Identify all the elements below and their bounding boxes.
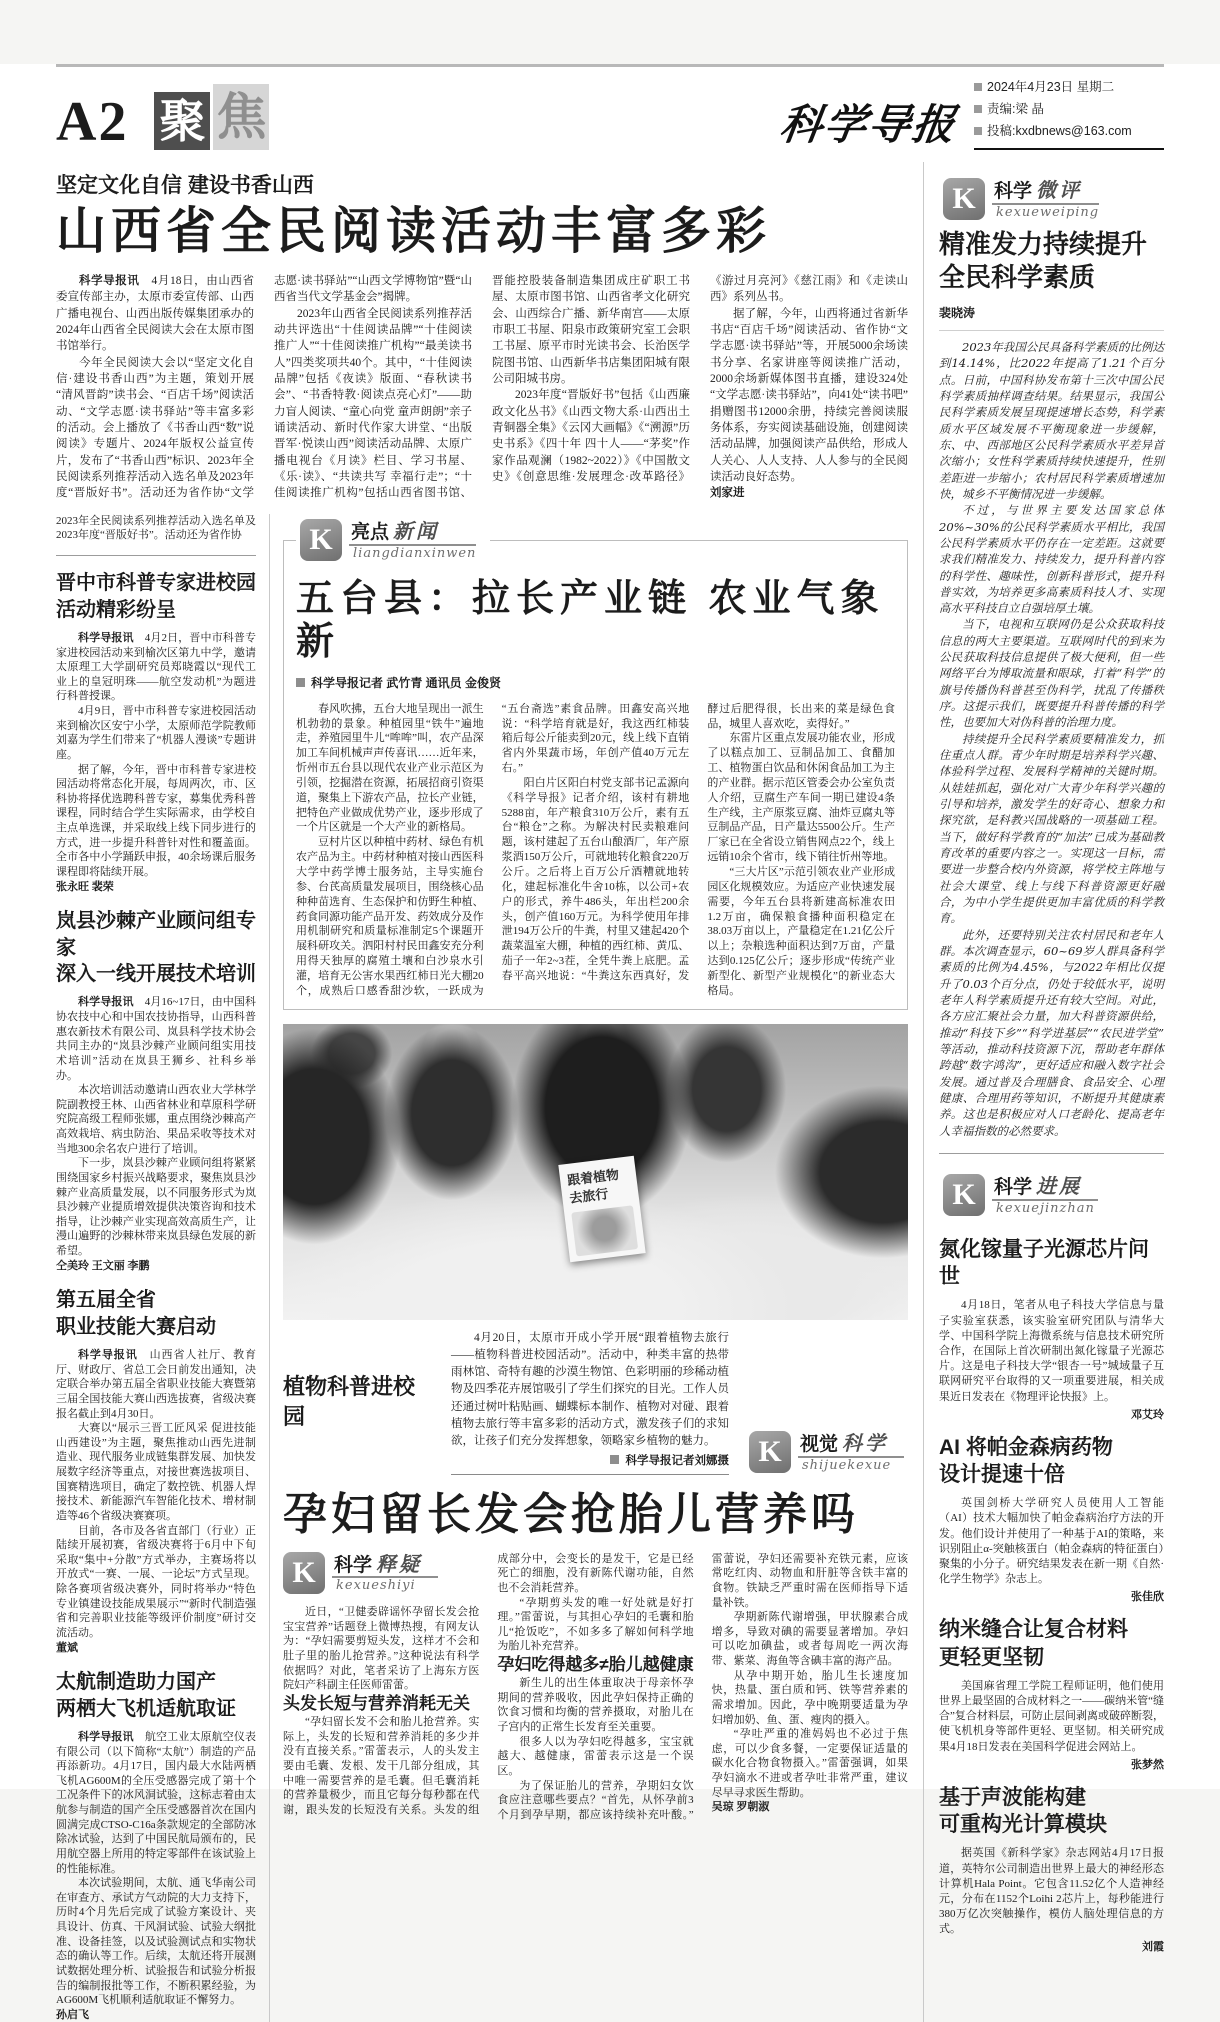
- body-paragraph: 科学导报讯 山西省人社厅、教育厅、财政厅、省总工会日前发出通知，决定联合举办第五届全省职业技能大赛暨第三届全国技能大赛山西选拔赛，省级决赛报名截止到4月30日。: [56, 1349, 257, 1420]
- badge-title: 科学 微评: [992, 178, 1099, 205]
- body-paragraph: 东雷片区重点发展功能农业，形成了以糕点加工、豆制品加工、食醋加工、植物蛋白饮品和休闲食品加工为主的产业群。据示范区管委会办公室负责人介绍，豆腐生产车间一期已建设4条生产线，主产原浆豆腐、油炸豆腐丸等豆制品产品，日产量达5500公斤。生产厂家已在全省设立销售网点22个，线上远销10余个省市，线下销往忻州等地。: [707, 732, 895, 864]
- author-signature: 张永旺 裴荣: [56, 880, 114, 893]
- review-body: [939, 339, 1164, 1139]
- body-paragraph: 英国剑桥大学研究人员使用人工智能（AI）技术大幅加快了帕金森病治疗方法的开发。他们设计并使用了一种基于AI的策略，来识别阻止α-突触核蛋白（帕金森病的特征蛋白）聚集的小分子。研究结果发表在新一期《自然·化学生物学》杂志上。: [939, 1497, 1164, 1586]
- square-bullet-icon: [974, 83, 982, 91]
- body-paragraph: 很多人以为孕妇吃得越多，宝宝就越大、越健康，雷蕾表示这是一个误区。: [497, 1735, 694, 1777]
- body-paragraph: 为了保证胎儿的营养，孕期妇女饮食应注意哪些要点？“首先，从怀孕前3个月到孕早期，都应该持续补充叶酸。”雷蕾说，孕妇还需要补充铁元素，应该常吃红肉、动物血和肝脏等含铁丰富的食物。铁缺乏严重时需在医师指导下适量补铁。: [497, 1552, 908, 1821]
- article-headline: 晋中市科普专家进校园 活动精彩纷呈: [56, 572, 256, 621]
- body-paragraph: 新生儿的出生体重取决于母亲怀孕期间的营养吸收，因此孕妇保持正确的饮食习惯和均衡的营养摄取，对胎儿在子宫内的正常生长发育至关重要。: [497, 1677, 694, 1734]
- photo-block: [283, 1024, 908, 1476]
- photo-caption: 4月20日，太原市开成小学开展“跟着植物去旅行——植物科普进校园活动”。活动中，种类丰富的热带雨林馆、奇特有趣的沙漠生物馆、色彩明丽的珍稀动植物及四季花卉展馆吸引了学生们探究的目光。工作人员还通过树叶粘贴画、蝴蝶标本制作、植物对对碰、跟着植物去旅行等丰富多彩的活动方式，激发孩子们的求知欲，让孩子们充分发挥想象，领略家乡植物的魅力。 科学导报记者刘娜摄: [451, 1330, 729, 1476]
- square-bullet-icon: [610, 1455, 619, 1464]
- editor-line: 责编:梁 晶: [974, 99, 1164, 121]
- article-gan-quantum-chip: [939, 1236, 1164, 1422]
- body-paragraph: 科学导报讯 4月16~17日，由中国科协农技中心和中国农技协指导，山西科普惠农新技术有限公司、岚县科学技术协会共同主办的“岚县沙棘产业顾问组实用技术培训”活动在岚县王狮乡、社科乡举办。: [56, 996, 257, 1082]
- body-paragraph: 4月9日，晋中市科普专家进校园活动来到榆次区安宁小学，太原师范学院教师刘嘉为学生们带来了“机器人漫谈”专题讲座。: [56, 705, 256, 761]
- body-paragraph: 目前，各市及各省直部门（行业）正陆续开展初赛，省级决赛将于6月中下旬采取“集中+分散”方式举办，主赛场将以开放式“一赛、一展、一论坛”方式呈现。除各赛项省级决赛外，同时将举办“特色专业镇建设技能成果展示”“新时代制造强省和完善职业技能等级评价制度”研讨交流活动。: [56, 1524, 256, 1639]
- author-signature: 刘霞: [1142, 1941, 1164, 1954]
- right-rail: [923, 162, 1164, 2022]
- publication-info: [974, 77, 1164, 150]
- k-logo-icon: K: [943, 1174, 985, 1216]
- photo-caption-row: [283, 1330, 908, 1476]
- article-acoustic-computing: [939, 1784, 1164, 1955]
- section-char-2: 焦: [213, 84, 269, 150]
- news-photo: [283, 1024, 908, 1320]
- badge-title: 视觉 科学: [798, 1431, 904, 1458]
- right-rail-divider: [939, 1153, 1164, 1154]
- badge-pinyin: shijuekexue: [801, 1458, 892, 1474]
- body-paragraph: “孕妇留长发不会和胎儿抢营养。实际上，头发的长短和营养消耗的多少并没有直接关系。”雷蕾表示，人的头发主要由毛囊、发根、发干几部分组成，其中唯一需要营养的是毛囊。但毛囊消耗的营养量极少，而且它每分每秒都在代谢，跟头发的长短没有关系。头发的组成部分中，会变长的是发干，它是已经死亡的细胞，没有新陈代谢功能，自然也不会消耗营养。: [283, 1552, 694, 1816]
- masthead-logo: 科学导报: [776, 99, 960, 149]
- badge-pinyin: liangdianxinwen: [353, 545, 477, 561]
- body-paragraph: 美国麻省理工学院工程师证明，他们使用世界上最坚固的合成材料之一——碳纳米管“缝合”复合材料层，可防止层间剥离或破碎断裂，使飞机机身等部件更轻、更坚韧。相关研究成果4月18日发表在美国科学促进会网站上。: [939, 1679, 1164, 1753]
- body-paragraph: 豆村片区以种植中药材、绿色有机农产品为主。中药材种植对接山西医科大学中药学博士服务站，主导实施台参、台芪高质量发展项目，围绕核心品种种苗选育、生态保护和仿野生种植、药食同源功能产品开发、药效成分及作用机制研究和质量标准制定5个课题开展科研攻关。泗阳村村民田鑫安充分利用得天独厚的腐殖土壤和白沙泉水引灌，培育无公害水果西红柿日光大棚20个，成熟后口感香甜沙软，一跃成为“五台斋选”素食品牌。田鑫安高兴地说：“科学培育就是好，我这西红柿装箱后每公斤能卖到20元，线上线下直销省内外果蔬市场，年创产值40万元左右。”: [296, 702, 690, 997]
- body-paragraph: “孕期剪头发的唯一好处就是好打理。”雷蕾说，与其担心孕妇的毛囊和胎儿“抢饭吃”，不如多多了解如何科学地为胎儿补充营养。: [497, 1596, 694, 1653]
- article-headline: 氮化镓量子光源芯片问世: [939, 1237, 1149, 1289]
- review-headline: 精准发力持续提升 全民科学素质: [939, 228, 1148, 293]
- body-paragraph: 2023年我国公民具备科学素质的比例达到14.14%，比2022年提高了1.21个百分点。日前，中国科协发布第十三次中国公民科学素质抽样调查结果。结果显示，我国公民科学素质发展呈现提速增长态势，科学素质水平区域发展不平衡现象进一步缓解，东、中、西部地区公民科学素质水平差异首次缩小；女性科学素质持续快速提升，性别差距进一步缩小；农村居民科学素质增速加快，城乡不平衡情况进一步缓解。: [939, 339, 1164, 501]
- square-bullet-icon: [974, 105, 982, 113]
- square-bullet-icon: [296, 678, 305, 687]
- author-signature: 仝美玲 王文丽 李鹏: [56, 1259, 150, 1272]
- body-paragraph: 科学导报讯 航空工业太原航空仪表有限公司（以下简称“太航”）制造的产品再添新功。4月17日，国内最大水陆两栖飞机AG600M的全压受感器完成了第十个工况条件下的冰风洞试验，这标志着由太航参与制造的国产全压受感器首次在国内圆满完成CTSO-C16a条款规定的全部防冰除冰试验，达到了中国民航局颁布的，民用航空器上所用的特定零部件在该试验上的性能标准。: [56, 1730, 257, 1875]
- article-ai-parkinson: [939, 1434, 1164, 1605]
- article-jinzhong-kepu: [56, 570, 256, 894]
- article-headline: 岚县沙棘产业顾问组专家 深入一线开展技术培训: [56, 910, 256, 986]
- author-signature: 孙启飞: [56, 2008, 89, 2021]
- body-paragraph: “三大片区”示范引领农业产业形成园区化规模效应。为适应产业快速发展需要，今年五台县将新建高标准农田1.2万亩，确保粮食播种面积稳定在38.03万亩以上，产量稳定在1.21亿公斤以上；杂粮选种面积达到7万亩，产量达到0.125亿公斤；逐步形成“传统产业新型化、新型产业规模化”的新业态大格局。: [707, 865, 895, 997]
- section-kexue-jinzhan: [939, 1158, 1164, 1954]
- article-headline: 基于声波能构建 可重构光计算模块: [939, 1785, 1107, 1837]
- booklet-in-photo: 跟着植物去旅行: [559, 1155, 646, 1262]
- body-paragraph: 据了解，今年，山西将通过省新华书店“百店千场”阅读活动、省作协“文学志愿·读书驿站”等，开展5000余场读书分享、名家讲座等阅读推广活动，2000余场新媒体图书直播，建设324处“文学志愿·读书驿站”，向41处“读书吧”捐赠图书12000余册，持续完善阅读服务体系，夯实阅读基础设施，创建阅读活动品牌，加强阅读产品供给，形成人人关心、人人支持、人人参与的全民阅读活动良好态势。: [710, 307, 908, 483]
- photo-credit: 科学导报记者刘娜摄: [451, 1452, 729, 1468]
- kexue-weiping-badge: [939, 178, 1113, 222]
- body-paragraph: 本次培训活动邀请山西农业大学林学院副教授王林、山西省林业和草原科学研究院高级工程师张娜，重点围绕沙棘高产高效栽培、病虫防治、果品采收等技术对当地300余名农户进行了培训。: [56, 1084, 256, 1155]
- article-pregnancy-hair: [283, 1491, 908, 1822]
- kexue-shiyi-badge: [283, 1552, 452, 1596]
- body-paragraph: 下一步，岚县沙棘产业顾问组将紧紧围绕国家乡村振兴战略要求，聚焦岚县沙棘产业高质量发展，以不同服务形式为岚县沙棘产业提质增效提供决策咨询和技术指导，让沙棘产业实现高效高质生产，让漫山遍野的沙棘林带来岚县绿色发展的新希望。: [56, 1157, 256, 1258]
- body-paragraph: 大赛以“展示三晋工匠风采 促进技能山西建设”为主题，聚焦推动山西先进制造业、现代服务业成链集群发展、加快发展数字经济等重点，对接世赛选拔项目、国赛精选项目，确定了数控铣、机器人焊接技术、新能源汽车智能化技术、增材制造等46个省级决赛赛项。: [56, 1422, 256, 1522]
- badge-pinyin: kexuejinzhan: [996, 1200, 1095, 1216]
- page-header: [0, 67, 1220, 156]
- article-lanxian-shaji: [56, 908, 256, 1273]
- author-signature: 张佳欣: [1131, 1591, 1164, 1604]
- article-headline: AI 将帕金森病药物 设计提速十倍: [939, 1435, 1113, 1486]
- pregnancy-body: [283, 1552, 908, 1823]
- body-paragraph: 持续提升全民科学素质要精准发力，抓住重点人群。青少年时期是培养科学兴趣、体验科学过程、发展科学精神的关键时期。从娃娃抓起，强化对广大青少年科学兴趣的引导和培养，激发学生的好奇心、想象力和探究欲，是科教兴国战略的一项基础工程。当下，做好科学教育的“加法”已成为基础教育改革的重要内容之一。实现这一目标，需要进一步整合校内外资源，将学校主阵地与社会大课堂、线上与线下科普资源更好融合，为中小学生提供更加丰富优质的科学教育。: [939, 731, 1164, 926]
- photo-caption-label: 植物科普进校园: [283, 1373, 416, 1430]
- article-skills-competition: [56, 1287, 256, 1655]
- kexue-jinzhan-badge: [939, 1174, 1112, 1218]
- body-paragraph: 据英国《新科学家》杂志网站4月17日报道，英特尔公司制造出世界上最大的神经形态计算机Hala Point。它包含11.52亿个人造神经元，分布在1152个Loihi 2芯片上，每秒能进行380万亿次突触操作，模仿人脑处理信息的方式。: [939, 1847, 1164, 1936]
- content-area: [0, 156, 1220, 2022]
- author-signature: 董斌: [56, 1641, 78, 1654]
- body-paragraph: 孕期新陈代谢增强，甲状腺素合成增多，导致对碘的需要显著增加。孕妇可以吃加碘盐，或者每周吃一两次海带、紫菜、海鱼等含碘丰富的海产品。: [711, 1611, 908, 1668]
- author-signature: 吴琼 罗朝淑: [711, 1801, 770, 1814]
- contribute-line: 投稿:kxdbnews@163.com: [974, 121, 1164, 143]
- author-signature: 张梦然: [1131, 1758, 1164, 1771]
- article-headline: 第五届全省 职业技能大赛启动: [56, 1289, 216, 1338]
- badge-pinyin: kexueshiyi: [336, 1578, 416, 1594]
- article-reading-festival: [56, 172, 908, 502]
- main-column: [56, 162, 908, 2022]
- section-kexue-weiping: [939, 162, 1164, 1139]
- body-paragraph: 据了解，今年，晋中市科普专家进校园活动将常态化开展，每周两次，市、区科协将择优选聘科普专家，募集优秀科普课程，同时结合学生实际需求，由学校自主点单选课，并采取线上线下同步进行的方式，进一步提升科普针对性和覆盖面。全市各中小学踊跃申报，40余场课后服务课程即将陆续开展。: [56, 763, 256, 878]
- body-paragraph: 近日，“卫健委辟谣怀孕留长发会抢宝宝营养”话题登上微博热搜，有网友认为：“孕妇需要剪短头发，这样才不会和肚子里的胎儿抢营养。”这种说法有科学依据吗？对此，笔者采访了上海东方医院妇产科副主任医师雷蕾。: [283, 1606, 480, 1692]
- body-paragraph: 科学导报讯 4月18日，由山西省委宣传部主办，太原市委宣传部、山西广播电视台、山西出版传媒集团承办的2024年山西省全民阅读大会在太原市图书馆举行。: [56, 274, 255, 353]
- article-headline: 纳米缝合让复合材料 更轻更坚韧: [939, 1618, 1128, 1669]
- header-right: [776, 77, 1164, 150]
- pregnancy-headline: 孕妇留长发会抢胎儿营养吗: [283, 1490, 859, 1540]
- section-logo: [154, 84, 269, 150]
- publication-date: 2024年4月23日 星期二: [974, 77, 1164, 99]
- article-headline: 太航制造助力国产 两栖大飞机适航取证: [56, 1671, 236, 1720]
- body-paragraph: 今年全民阅读大会以“坚定文化自信·建设书香山西”为主题，策划开展“清风晋韵”读书会、“百店千场”阅读活动、“文学志愿·读书驿站”等丰富多彩的活动。会上播放了《书香山西“数”说阅读》专题片、2024年版权公益宣传片，发布了“书香山西”标识、2023年全民阅读系列推荐活动入选名单及2023年度“晋版好书”。活动还为省作协“文学志愿·读书驿站”“山西文学博物馆”暨“山西省当代文学基金会”揭牌。: [56, 274, 472, 500]
- article-nano-stitching: [939, 1616, 1164, 1771]
- spotlight-box: [283, 518, 908, 1010]
- liangdian-xinwen-badge: [296, 519, 490, 563]
- spotlight-body: [296, 702, 895, 999]
- story-continuation: 2023年全民阅读系列推荐活动入选名单及2023年度“晋版好书”。活动还为省作协: [56, 514, 256, 542]
- page-number: A2: [56, 90, 129, 153]
- body-paragraph: 春风吹拂，五台大地呈现出一派生机勃勃的景象。种植园里“铁牛”遍地走，养殖园里牛儿“哞哞”叫，农产品深加工车间机械声声传喜讯……近年来，忻州市五台县以现代农业产业示范区为引领，挖掘潜在资源，拓展招商引资渠道，聚集上下游农产品，拉长产业链，把特色产业做成优势产业，逐步形成了一个片区就是一个大产业的新格局。: [296, 702, 484, 834]
- sub-headline: 头发长短与营养消耗无关: [283, 1693, 470, 1713]
- k-logo-icon: K: [300, 519, 342, 561]
- badge-title: 科学 释疑: [332, 1552, 438, 1579]
- lower-band: [56, 514, 908, 2022]
- review-byline: 裴晓涛: [939, 305, 1164, 331]
- body-paragraph: 本次试验期间，太航、通飞华南公司在审查方、承试方气动院的大力支持下，历时4个月先后完成了试验方案设计、夹具设计、仿真、干风洞试验、试验大纲批准、设备挂签，以及试验测试点和实物状态的确认等工作。后续，太航还将开展测试数据处理分析、试验报告和试验分析报告的编制报批等工作，不断积累经验，为AG600M飞机顺利适航取证不懈努力。: [56, 1877, 256, 2007]
- section-char-1: 聚: [154, 92, 210, 150]
- body-paragraph: 2023年度“晋版好书”包括《山西廉政文化丛书》《山西文物大系·山西出土青铜器全集》《云冈大画幅》《“溯源”历史书系》《四十年 四十人——“茅奖”作家作品观澜（1982~2022）》《中国散文史》《创意思维·发展理念·改革路径》《游过月亮河》《慈江雨》和《走读山西》系列丛书。: [492, 274, 908, 483]
- body-paragraph: 2023年山西省全民阅读系列推荐活动共评选出“十佳阅读品牌”“十佳阅读推广人”“十佳阅读推广机构”“最美读书人”四类奖项共40个。其中，“十佳阅读品牌”包括《夜读》版面、“春秋读书会”、“书香特教·阅读点亮心灯”——助力盲人阅读、“童心向党 童声朗朗”亲子诵读活动、新时代作家大讲堂、“出版晋军·悦读山西”阅读活动品牌、太原广播电视台《月读》栏目、学习书屋、《乐·读》、“共读共写 幸福行走”；“十佳阅读推广机构”包括山西省图书馆、晋能控股装备制造集团成庄矿职工书屋、太原市图书馆、山西省孝文化研究会、山西综合广播、新华南宫——太原市职工书屋、阳泉市政策研究室工会职工书屋、原平市时光读书会、长治医学院图书馆、山西新华书店集团阳城有限公司阳城书房。: [274, 274, 690, 500]
- body-paragraph: 不过，与世界主要发达国家总体20%~30%的公民科学素质水平相比，我国公民科学素质水平仍存在一定差距。这就要求我们精准发力、持续发力，提升科普内容的科学性、趣味性，创新科普形式，提升科普实效，为培养更多高素质科技人才、实现高水平科技自立自强培厚土壤。: [939, 503, 1164, 616]
- body-paragraph: 科学导报讯 4月2日，晋中市科普专家进校园活动来到榆次区第九中学，邀请太原理工大学副研究员郑晓霞以“现代工业上的皇冠明珠——航空发动机”为题进行科普授课。: [56, 631, 256, 703]
- k-logo-icon: K: [943, 178, 985, 220]
- square-bullet-icon: [974, 127, 982, 135]
- body-paragraph: 阳白片区阳白村党支部书记孟源向《科学导报》记者介绍，该村有耕地5288亩，年产粮食310万公斤，素有五台“粮仓”之称。为解决村民卖粮难问题，该村建起了五台山酿酒厂，年产原浆酒150万公斤，可就地转化粮食220万公斤。之后将上百万公斤酒糟就地转化，建起标准化牛舍10栋，以公司+农户的形式，养牛486头，年出栏200余头，创产值160万元。为科学使用年排泄194万公斤的牛粪，村里又建起420个蔬菜温室大棚，种植的西红柿、黄瓜、茄子一年2~3茬，全凭牛粪上底肥。孟春平高兴地说：“牛粪这东西真好，发酵过后肥得很，长出来的菜是绿色食品，城里人喜欢吃，卖得好。”: [501, 702, 895, 982]
- kicker: 坚定文化自信 建设书香山西: [56, 173, 314, 197]
- sub-headline: 孕妇吃得越多≠胎儿越健康: [497, 1655, 694, 1675]
- left-rail: [56, 514, 270, 2022]
- main-story-body: [56, 273, 908, 502]
- body-paragraph: 从孕中期开始，胎儿生长速度加快，热量、蛋白质和钙、铁等营养素的需求增加。因此，孕中晚期要适量为孕妇增加奶、鱼、蛋、瘦肉的摄入。: [711, 1669, 908, 1726]
- main-headline: 山西省全民阅读活动丰富多彩: [56, 202, 771, 259]
- body-paragraph: 此外，还要特别关注农村居民和老年人群。本次调查显示，60~69岁人群具备科学素质的比例为4.45%，与2022年相比仅提升了0.03个百分点，仍处于较低水平，说明老年人科学素质提升还有较大空间。对此，各方应汇聚社会力量，加大科普资源供给，推动“科技下乡”“科学进基层”“农民进学堂”等活动，推动科技资源下沉，帮助老年群体跨越“数字鸿沟”，更好适应和融入数字社会发展。通过普及合理膳食、食品安全、心理健康、合理用药等知识，不断提升其健康素养。这也是积极应对人口老龄化、提高老年人幸福指数的必然要求。: [939, 927, 1164, 1138]
- spotlight-byline: 科学导报记者 武竹青 通讯员 金俊贤: [296, 675, 895, 692]
- k-logo-icon: K: [283, 1552, 325, 1594]
- body-paragraph: 当下，电视和互联网仍是公众获取科技信息的两大主要渠道。互联网时代的到来为公民获取科技信息提供了极大便利，但一些网络平台为博取流量和眼球，打着“科学”的旗号传播伪科普甚至伪科学，扰乱了传播秩序。这提示我们，既要提升科普传播的科学性，也要加大对伪科普的治理力度。: [939, 617, 1164, 730]
- newspaper-page: [0, 64, 1220, 2021]
- spotlight-headline: 五台县：拉长产业链 农业气象新: [296, 577, 885, 664]
- badge-title: 科学 进展: [992, 1174, 1098, 1201]
- k-logo-icon: K: [749, 1431, 791, 1473]
- article-taihang-aircraft: [56, 1669, 256, 2022]
- body-paragraph: 4月18日，笔者从电子科技大学信息与量子实验室获悉，该实验室研究团队与清华大学、中国科学院上海微系统与信息技术研究所合作，在国际上首次研制出氮化镓量子光源芯片。这是电子科技大学“银杏一号”城域量子互联网研究平台取得的又一项重要进展，相关成果近日发表在《物理评论快报》上。: [939, 1299, 1164, 1403]
- badge-title: 亮点 新闻: [349, 519, 476, 546]
- author-signature: 刘家进: [710, 487, 745, 500]
- shijue-kexue-badge: [745, 1431, 908, 1475]
- middle-column: [283, 514, 908, 2022]
- author-signature: 邓艾玲: [1131, 1408, 1164, 1421]
- rail-divider: [56, 555, 256, 556]
- badge-pinyin: kexueweiping: [996, 204, 1100, 220]
- body-paragraph: “孕吐严重的准妈妈也不必过于焦虑，可以少食多餐，一定要保证适量的碳水化合物食物摄入。”雷蕾强调，如果孕妇滴水不进或者孕吐非常严重，建议尽早寻求医生帮助。: [711, 1728, 908, 1799]
